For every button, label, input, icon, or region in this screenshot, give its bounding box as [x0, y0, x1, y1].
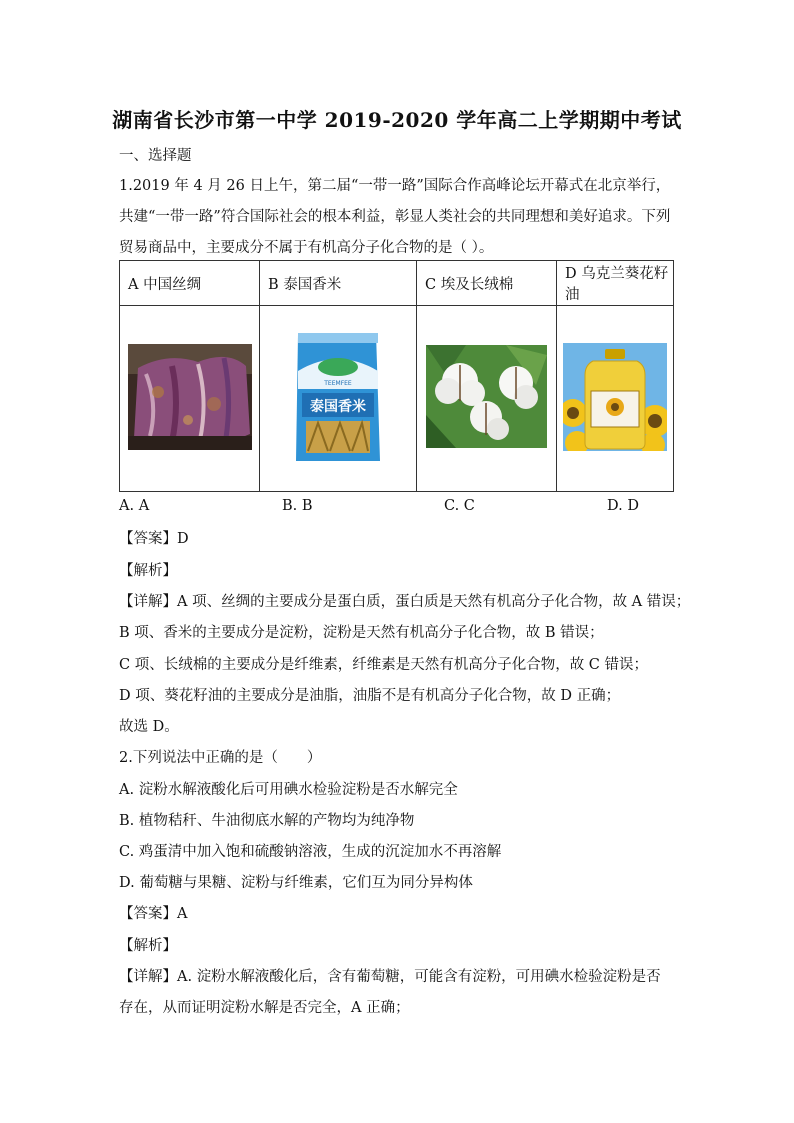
- question-1-detail-line: B 项、香米的主要成分是淀粉，淀粉是天然有机高分子化合物，故 B 错误；: [119, 625, 604, 641]
- page-title: 湖南省长沙市第一中学 2019-2020 学年高二上学期期中考试: [112, 108, 682, 132]
- table-header-b: B 泰国香米: [260, 261, 417, 306]
- question-2-option-b: B. 植物秸秆、牛油彻底水解的产物均为纯净物: [119, 813, 415, 829]
- question-2-detail: 【详解】A. 淀粉水解液酸化后，含有葡萄糖，可能含有淀粉，可用碘水检验淀粉是否存在，从而证明淀粉水解是否完全，A 正确；: [119, 969, 661, 1016]
- sunflower-oil-image: [563, 343, 667, 451]
- question-2-option-d: D. 葡萄糖与果糖、淀粉与纤维素，它们互为同分异构体: [119, 875, 473, 891]
- option-b: B. B: [282, 498, 313, 514]
- question-1-conclusion: 故选 D。: [119, 719, 179, 735]
- question-1-stem: 1.2019 年 4 月 26 日上午，第二届“一带一路”国际合作高峰论坛开幕式在北京举行，共建“一带一路”符合国际社会的根本利益，彰显人类社会的共同理想和美好追求。下列贸易商品中，主要成分不属于有机高分子化合物的是（ ）。: [119, 178, 671, 256]
- table-header-c: C 埃及长绒棉: [417, 261, 557, 306]
- rice-bag-image: [278, 327, 398, 467]
- question-1-detail-line: D 项、葵花籽油的主要成分是油脂，油脂不是有机高分子化合物，故 D 正确；: [119, 688, 621, 704]
- image-cell-sunflower-oil: [557, 306, 674, 492]
- question-1-answer: 【答案】D: [119, 531, 189, 547]
- table-header-a: A 中国丝绸: [120, 261, 260, 306]
- question-2-analysis-label: 【解析】: [119, 938, 177, 954]
- silk-fabric-image: [128, 344, 252, 450]
- image-cell-cotton: [417, 306, 557, 492]
- rice-bag-brand: TEEMFEE: [324, 379, 352, 387]
- question-1-table: [119, 260, 674, 492]
- question-2-stem: 2.下列说法中正确的是（ ）: [119, 750, 322, 766]
- image-cell-rice: [260, 306, 417, 492]
- table-header-d: D 乌克兰葵花籽油: [557, 261, 674, 306]
- question-1-detail-line: 【详解】A 项、丝绸的主要成分是蛋白质，蛋白质是天然有机高分子化合物，故 A 错误；: [119, 594, 691, 610]
- question-2-option-c: C. 鸡蛋清中加入饱和硫酸钠溶液，生成的沉淀加水不再溶解: [119, 844, 502, 860]
- question-2-answer: 【答案】A: [119, 906, 188, 922]
- option-d: D. D: [607, 498, 639, 514]
- option-c: C. C: [444, 498, 475, 514]
- question-1-analysis-label: 【解析】: [119, 563, 177, 579]
- image-cell-silk: [120, 306, 260, 492]
- section-heading: 一、选择题: [119, 148, 192, 164]
- question-2-option-a: A. 淀粉水解液酸化后可用碘水检验淀粉是否水解完全: [119, 782, 458, 798]
- rice-bag-label: 泰国香米: [310, 398, 366, 415]
- option-a: A. A: [119, 498, 150, 514]
- cotton-image: [426, 345, 547, 448]
- question-1-detail-line: C 项、长绒棉的主要成分是纤维素，纤维素是天然有机高分子化合物，故 C 错误；: [119, 657, 649, 673]
